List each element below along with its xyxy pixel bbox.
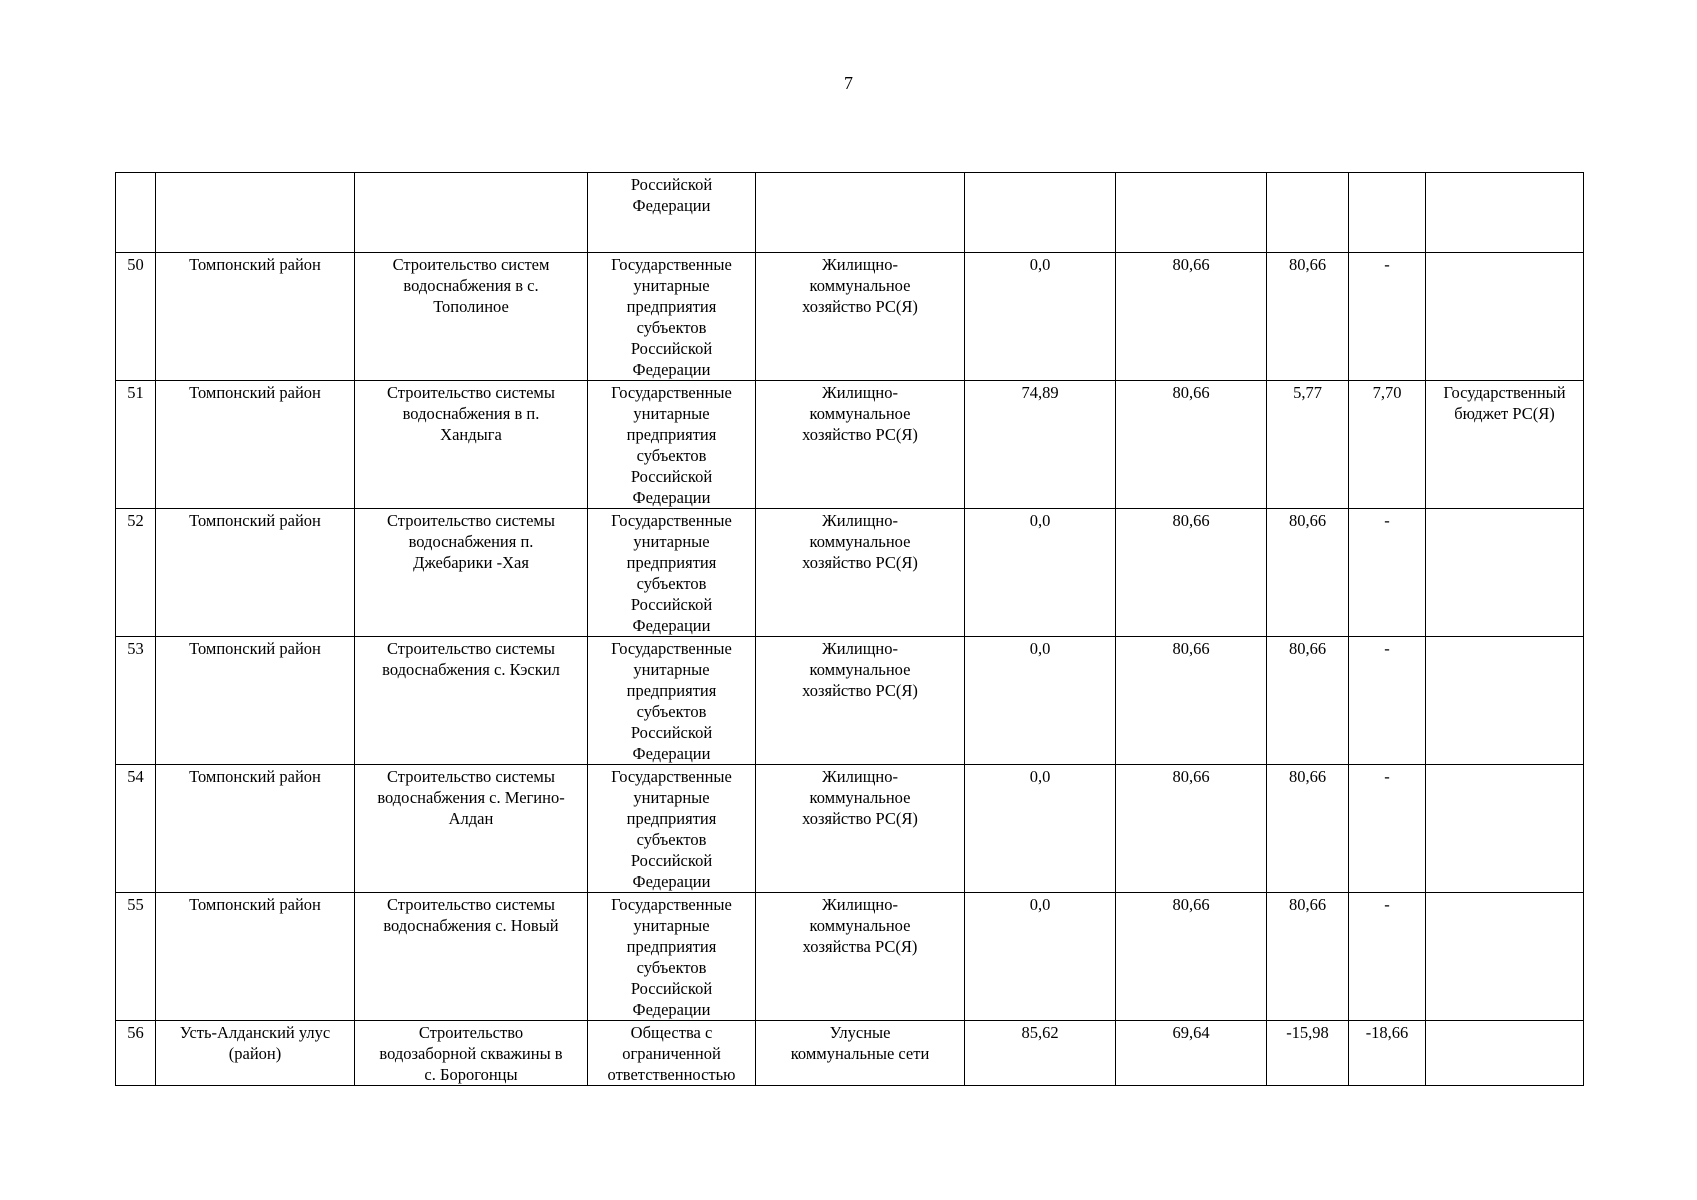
cell-difference: 80,66 — [1267, 893, 1349, 1021]
cell-difference: 80,66 — [1267, 765, 1349, 893]
cell-district: Томпонский район — [156, 381, 355, 509]
cell-difference-percent: - — [1349, 253, 1426, 381]
cell-value-2: 80,66 — [1116, 893, 1267, 1021]
cell-project: Строительство системы водоснабжения с. Новый — [355, 893, 588, 1021]
cell-sector: Жилищно- коммунальное хозяйство РС(Я) — [756, 765, 965, 893]
investment-table — [115, 172, 1584, 1086]
cell-value-2: 69,64 — [1116, 1021, 1267, 1086]
cell-organization: Государственные унитарные предприятия субъектов Российской Федерации — [588, 765, 756, 893]
cell-value-1: 0,0 — [965, 893, 1116, 1021]
cell-sector: Улусные коммунальные сети — [756, 1021, 965, 1086]
cell-value-1: 0,0 — [965, 509, 1116, 637]
cell-sector: Жилищно- коммунальное хозяйство РС(Я) — [756, 381, 965, 509]
cell-project: Строительство системы водоснабжения с. Кэскил — [355, 637, 588, 765]
cell-organization: Государственные унитарные предприятия субъектов Российской Федерации — [588, 509, 756, 637]
cell-number: 51 — [116, 381, 156, 509]
cell-project: Строительство систем водоснабжения в с. Тополиное — [355, 253, 588, 381]
cell-value-2: 80,66 — [1116, 765, 1267, 893]
cell-funding-source — [1426, 509, 1584, 637]
cell-value-1: 85,62 — [965, 1021, 1116, 1086]
cell-difference: 80,66 — [1267, 509, 1349, 637]
cell-difference-percent: -18,66 — [1349, 1021, 1426, 1086]
cell-funding-source — [1426, 637, 1584, 765]
cell-organization: Российской Федерации — [588, 173, 756, 253]
table-row — [116, 893, 1584, 1021]
cell-value-2 — [1116, 173, 1267, 253]
cell-organization: Государственные унитарные предприятия субъектов Российской Федерации — [588, 253, 756, 381]
cell-number: 52 — [116, 509, 156, 637]
cell-difference-percent: 7,70 — [1349, 381, 1426, 509]
cell-value-1: 0,0 — [965, 765, 1116, 893]
table-row-continuation — [116, 173, 1584, 253]
cell-project: Строительство системы водоснабжения в п. Хандыга — [355, 381, 588, 509]
cell-number — [116, 173, 156, 253]
cell-value-2: 80,66 — [1116, 253, 1267, 381]
cell-district: Томпонский район — [156, 509, 355, 637]
table-row — [116, 765, 1584, 893]
cell-funding-source — [1426, 765, 1584, 893]
cell-funding-source — [1426, 1021, 1584, 1086]
cell-value-2: 80,66 — [1116, 637, 1267, 765]
cell-value-1: 0,0 — [965, 253, 1116, 381]
cell-project — [355, 173, 588, 253]
cell-difference-percent: - — [1349, 509, 1426, 637]
table-row — [116, 637, 1584, 765]
cell-funding-source — [1426, 893, 1584, 1021]
cell-value-2: 80,66 — [1116, 509, 1267, 637]
cell-difference-percent — [1349, 173, 1426, 253]
cell-difference: -15,98 — [1267, 1021, 1349, 1086]
cell-difference-percent: - — [1349, 893, 1426, 1021]
cell-value-1 — [965, 173, 1116, 253]
cell-value-2: 80,66 — [1116, 381, 1267, 509]
cell-district: Томпонский район — [156, 637, 355, 765]
cell-organization: Общества с ограниченной ответственностью — [588, 1021, 756, 1086]
cell-sector — [756, 173, 965, 253]
cell-difference: 80,66 — [1267, 253, 1349, 381]
cell-district: Томпонский район — [156, 765, 355, 893]
cell-difference — [1267, 173, 1349, 253]
cell-number: 55 — [116, 893, 156, 1021]
cell-value-1: 74,89 — [965, 381, 1116, 509]
table-row — [116, 381, 1584, 509]
cell-funding-source: Государственный бюджет РС(Я) — [1426, 381, 1584, 509]
cell-sector: Жилищно- коммунальное хозяйство РС(Я) — [756, 637, 965, 765]
cell-difference-percent: - — [1349, 637, 1426, 765]
table-row — [116, 253, 1584, 381]
cell-funding-source — [1426, 173, 1584, 253]
cell-value-1: 0,0 — [965, 637, 1116, 765]
cell-difference: 5,77 — [1267, 381, 1349, 509]
cell-number: 53 — [116, 637, 156, 765]
cell-project: Строительство водозаборной скважины в с. Борогонцы — [355, 1021, 588, 1086]
page-number: 7 — [844, 73, 853, 93]
cell-number: 56 — [116, 1021, 156, 1086]
cell-district: Томпонский район — [156, 253, 355, 381]
cell-district — [156, 173, 355, 253]
cell-project: Строительство системы водоснабжения с. Мегино- Алдан — [355, 765, 588, 893]
table-row — [116, 509, 1584, 637]
cell-organization: Государственные унитарные предприятия субъектов Российской Федерации — [588, 893, 756, 1021]
cell-sector: Жилищно- коммунальное хозяйство РС(Я) — [756, 253, 965, 381]
cell-organization: Государственные унитарные предприятия субъектов Российской Федерации — [588, 381, 756, 509]
cell-number: 54 — [116, 765, 156, 893]
cell-difference: 80,66 — [1267, 637, 1349, 765]
cell-number: 50 — [116, 253, 156, 381]
cell-district: Усть-Алданский улус (район) — [156, 1021, 355, 1086]
cell-difference-percent: - — [1349, 765, 1426, 893]
cell-sector: Жилищно- коммунальное хозяйство РС(Я) — [756, 509, 965, 637]
cell-sector: Жилищно- коммунальное хозяйства РС(Я) — [756, 893, 965, 1021]
table-row — [116, 1021, 1584, 1086]
cell-district: Томпонский район — [156, 893, 355, 1021]
cell-organization: Государственные унитарные предприятия субъектов Российской Федерации — [588, 637, 756, 765]
cell-project: Строительство системы водоснабжения п. Джебарики -Хая — [355, 509, 588, 637]
cell-funding-source — [1426, 253, 1584, 381]
